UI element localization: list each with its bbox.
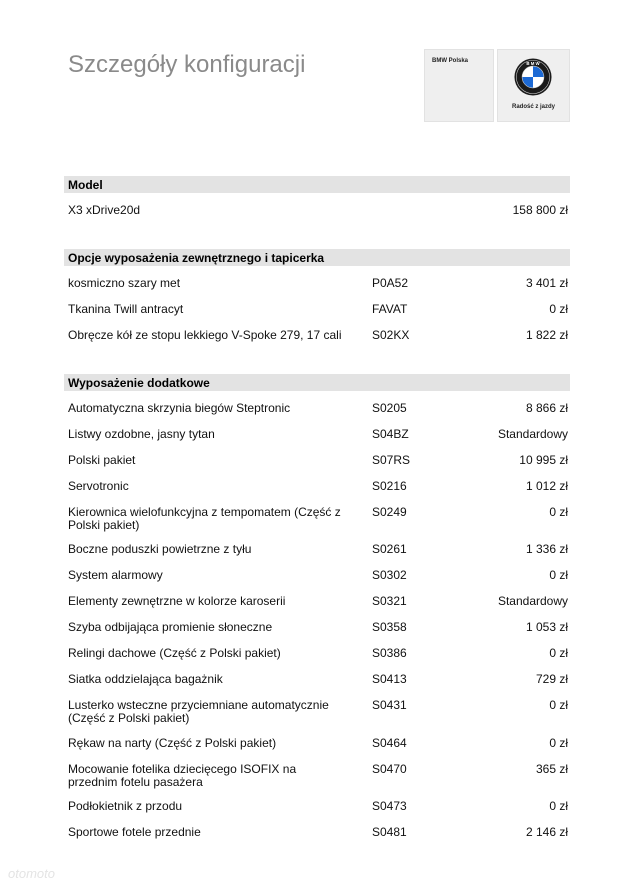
option-price: 3 401 zł bbox=[525, 276, 568, 290]
option-code: S0413 bbox=[372, 672, 407, 686]
option-code: S0464 bbox=[372, 736, 407, 750]
option-price: Standardowy bbox=[497, 427, 568, 441]
option-code: S0302 bbox=[372, 568, 407, 582]
option-price: 0 zł bbox=[549, 568, 568, 582]
option-name: Mocowanie fotelika dziecięcego ISOFIX na przednim fotelu pasażera bbox=[68, 762, 297, 789]
option-name: Relingi dachowe (Część z Polski pakiet) bbox=[68, 646, 281, 660]
section-header-extras bbox=[64, 374, 570, 391]
dealer-box bbox=[424, 49, 494, 122]
option-name: Rękaw na narty (Część z Polski pakiet) bbox=[68, 736, 277, 750]
option-price: 0 zł bbox=[549, 736, 568, 750]
option-price: 0 zł bbox=[549, 646, 568, 660]
option-name: Podłokietnik z przodu bbox=[68, 799, 183, 813]
option-name: Szyba odbijająca promienie słoneczne bbox=[68, 620, 273, 634]
brand-box bbox=[497, 49, 570, 122]
option-code: P0A52 bbox=[372, 276, 409, 290]
brand-slogan: Radość z jazdy bbox=[511, 104, 555, 110]
dealer-name: BMW Polska bbox=[432, 58, 469, 64]
option-code: S0321 bbox=[372, 594, 407, 608]
option-name: Tkanina Twill antracyt bbox=[68, 302, 184, 316]
option-name: Siatka oddzielająca bagażnik bbox=[68, 672, 223, 686]
model-price: 158 800 zł bbox=[512, 203, 568, 217]
option-name: Polski pakiet bbox=[68, 453, 136, 467]
bmw-logo-icon bbox=[514, 58, 552, 96]
option-price: 0 zł bbox=[549, 799, 568, 813]
option-code: FAVAT bbox=[372, 302, 408, 316]
option-code: S04BZ bbox=[372, 427, 409, 441]
option-code: S0216 bbox=[372, 479, 407, 493]
option-name: Automatyczna skrzynia biegów Steptronic bbox=[68, 401, 291, 415]
watermark: otomoto bbox=[8, 866, 55, 881]
option-code: S0261 bbox=[372, 542, 407, 556]
svg-text:B M W: B M W bbox=[526, 60, 540, 66]
section-title: Model bbox=[68, 178, 103, 192]
option-code: S0205 bbox=[372, 401, 407, 415]
section-title: Wyposażenie dodatkowe bbox=[68, 376, 210, 390]
option-code: S0249 bbox=[372, 505, 407, 519]
option-name: Lusterko wsteczne przyciemniane automatycznie (Część z Polski pakiet) bbox=[68, 698, 329, 725]
section-header-exterior bbox=[64, 249, 570, 266]
option-code: S0470 bbox=[372, 762, 407, 776]
model-name: X3 xDrive20d bbox=[68, 203, 141, 217]
option-price: 0 zł bbox=[549, 698, 568, 712]
option-price: Standardowy bbox=[497, 594, 568, 608]
option-price: 0 zł bbox=[549, 302, 568, 316]
option-name: Kierownica wielofunkcyjna z tempomatem (Część z Polski pakiet) bbox=[68, 505, 341, 532]
option-price: 729 zł bbox=[535, 672, 568, 686]
option-name: Servotronic bbox=[68, 479, 129, 493]
section-title: Opcje wyposażenia zewnętrznego i tapicerka bbox=[68, 251, 325, 265]
option-price: 1 336 zł bbox=[525, 542, 568, 556]
option-price: 10 995 zł bbox=[519, 453, 568, 467]
option-code: S0473 bbox=[372, 799, 407, 813]
option-code: S0358 bbox=[372, 620, 407, 634]
section-header-model bbox=[64, 176, 570, 193]
option-price: 8 866 zł bbox=[525, 401, 568, 415]
option-code: S02KX bbox=[372, 328, 410, 342]
option-name: Sportowe fotele przednie bbox=[68, 825, 201, 839]
option-name: kosmiczno szary met bbox=[68, 276, 181, 290]
option-name: Elementy zewnętrzne w kolorze karoserii bbox=[68, 594, 286, 608]
option-price: 1 012 zł bbox=[525, 479, 568, 493]
option-code: S0431 bbox=[372, 698, 407, 712]
option-price: 2 146 zł bbox=[525, 825, 568, 839]
option-name: Listwy ozdobne, jasny tytan bbox=[68, 427, 215, 441]
option-code: S0481 bbox=[372, 825, 407, 839]
option-code: S07RS bbox=[372, 453, 411, 467]
option-name: System alarmowy bbox=[68, 568, 163, 582]
option-name: Boczne poduszki powietrzne z tyłu bbox=[68, 542, 252, 556]
option-price: 365 zł bbox=[535, 762, 568, 776]
option-price: 1 822 zł bbox=[525, 328, 568, 342]
option-name: Obręcze kół ze stopu lekkiego V-Spoke 279, 17 cali bbox=[68, 328, 342, 342]
option-price: 1 053 zł bbox=[525, 620, 568, 634]
option-price: 0 zł bbox=[549, 505, 568, 519]
option-code: S0386 bbox=[372, 646, 407, 660]
page-title: Szczegóły konfiguracji bbox=[68, 51, 306, 78]
